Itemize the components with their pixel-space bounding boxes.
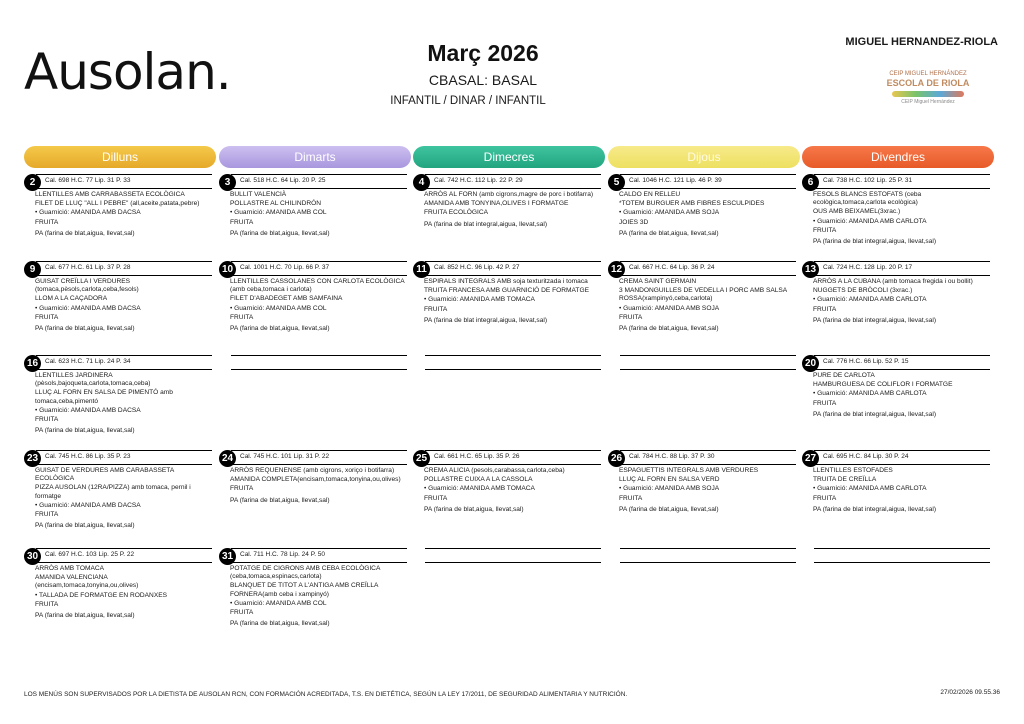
dish-item: PA (farina de blat,aigua, llevat,sal) — [35, 427, 135, 435]
page-title: Març 2026 — [427, 40, 539, 66]
cell-divider — [620, 355, 796, 356]
dish-item: • Guarnició: AMANIDA AMB CARLOTA — [813, 296, 927, 304]
nutrition-info: Cal. 784 H.C. 88 Lip. 37 P. 30 — [629, 453, 715, 460]
cell-divider — [231, 562, 407, 563]
dish-item: ARRÒS A LA CUBANA (amb tomaca fregida i ou bollit) — [813, 278, 973, 285]
dish-item: BULLIT VALENCIÀ — [230, 191, 287, 198]
cell-divider — [36, 174, 212, 175]
dish-item: ESPAGUETTIS INTEGRALS AMB VERDURES — [619, 467, 759, 474]
day-number: 4 — [413, 174, 430, 191]
cell-divider — [620, 275, 796, 276]
dish-item: GUISAT DE VERDURES AMB CARABASSETA ECOLÒGICA — [35, 467, 174, 483]
cell-divider — [620, 450, 796, 451]
dish-item: JOIES 3D — [619, 218, 649, 226]
cell-divider — [231, 355, 407, 356]
dish-item: PA (farina de blat,aigua, llevat,sal) — [619, 505, 719, 513]
dish-item: HAMBURGUESA DE COLIFLOR I FORMATGE — [813, 381, 953, 389]
service-label: INFANTIL / DINAR / INFANTIL — [390, 95, 546, 107]
dish-item: LLUÇ AL FORN EN SALSA DE PIMENTÓ amb tomaca,ceba,pimentó — [35, 389, 173, 405]
dish-list — [813, 467, 990, 515]
day-number: 16 — [24, 355, 41, 372]
nutrition-info: Cal. 623 H.C. 71 Lip. 24 P. 34 — [45, 358, 131, 365]
dish-item: PA (farina de blat integral,aigua, llevat,sal) — [813, 410, 937, 418]
dish-item: LLENTILLES AMB CARRABASSETA ECOLÒGICA — [35, 191, 185, 198]
nutrition-info: Cal. 852 H.C. 96 Lip. 42 P. 27 — [434, 264, 520, 271]
dish-item: PA (farina de blat integral,aigua, llevat,sal) — [813, 316, 937, 324]
dish-item: 3 MANDONGUILLES DE VEDELLA I PORC AMB SALSA ROSSA(xampinyó,ceba,carlota) — [619, 287, 787, 303]
dish-item: FILET DE LLUÇ "ALL I PEBRE" (all,aceite,patata,pebre) — [35, 200, 200, 208]
school-logo-line3: CEIP Miguel Hernández — [901, 99, 955, 105]
dish-item: FRUITA — [230, 218, 254, 226]
nutrition-info: Cal. 711 H.C. 78 Lip. 24 P. 50 — [240, 551, 326, 558]
dish-item: ARRÒS REQUENENSE (amb cigrons, xoriço i botifarra) — [230, 467, 395, 474]
empty-cell — [219, 355, 407, 441]
dish-list — [35, 278, 212, 334]
dish-list — [813, 278, 990, 326]
dish-item: BLANQUET DE TITOT A L'ANTIGA AMB CREÏLLA FORNERA(amb ceba i xampinyó) — [230, 582, 379, 598]
cell-divider — [231, 275, 407, 276]
day-number: 27 — [802, 450, 819, 467]
dish-item: PA (farina de blat,aigua, llevat,sal) — [424, 505, 524, 513]
cell-divider — [425, 450, 601, 451]
cell-divider — [814, 275, 990, 276]
day-number: 30 — [24, 548, 41, 565]
cell-divider — [36, 355, 212, 356]
cell-divider — [36, 562, 212, 563]
day-number: 25 — [413, 450, 430, 467]
menu-cell — [219, 261, 407, 347]
dish-item: • Guarnició: AMANIDA AMB SOJA — [619, 209, 720, 217]
nutrition-info: Cal. 776 H.C. 66 Lip. 52 P. 15 — [823, 358, 909, 365]
dish-item: FRUITA — [619, 313, 643, 321]
menu-cell — [802, 450, 990, 536]
cell-divider — [36, 369, 212, 370]
cell-divider — [231, 261, 407, 262]
nutrition-info: Cal. 745 H.C. 86 Lip. 35 P. 23 — [45, 453, 131, 460]
cell-divider — [36, 275, 212, 276]
cell-divider — [814, 464, 990, 465]
cell-divider — [231, 450, 407, 451]
cell-divider — [231, 188, 407, 189]
dish-item: LLENTILLES CASSOLANES CON CARLOTA ECOLÒGICA (amb ceba,tomaca i carlota) — [230, 278, 405, 294]
cell-divider — [814, 355, 990, 356]
day-number: 2 — [24, 174, 41, 191]
menu-cell — [608, 450, 796, 536]
dish-item: • Guarnició: AMANIDA AMB TOMACA — [424, 485, 535, 493]
cell-divider — [814, 562, 990, 563]
day-number: 23 — [24, 450, 41, 467]
day-number: 11 — [413, 261, 430, 278]
dish-item: • Guarnició: AMANIDA AMB SOJA — [619, 304, 720, 312]
empty-cell — [413, 355, 601, 441]
dish-item: CREMA ALICIA (pesols,carabassa,carlota,ceba) — [424, 467, 565, 474]
dish-item: FRUITA — [230, 609, 254, 617]
dish-list — [813, 191, 990, 247]
menu-cell — [413, 261, 601, 347]
nutrition-info: Cal. 695 H.C. 84 Lip. 30 P. 24 — [823, 453, 909, 460]
dish-item: • Guarnició: AMANIDA AMB DACSA — [35, 209, 141, 217]
dish-list — [424, 278, 601, 326]
dish-item: • TALLADA DE FORMATGE EN RODANXES — [35, 591, 168, 599]
dish-item: CALDO EN RELLEU — [619, 191, 681, 198]
dish-item: PA (farina de blat,aigua, llevat,sal) — [35, 229, 135, 237]
school-logo — [884, 70, 972, 112]
cell-divider — [36, 188, 212, 189]
dish-list — [35, 191, 212, 239]
dish-item: FRUITA — [813, 226, 837, 234]
menu-cell — [608, 174, 796, 260]
day-header-thursday: Dijous — [608, 146, 800, 168]
cell-divider — [425, 174, 601, 175]
dish-item: • Guarnició: AMANIDA AMB COL — [230, 209, 327, 217]
dish-item: FRUITA — [813, 399, 837, 407]
dish-item: PA (farina de blat,aigua, llevat,sal) — [619, 325, 719, 333]
cell-divider — [814, 174, 990, 175]
dish-item: LLENTILLES ESTOFADES — [813, 467, 893, 474]
dish-item: • Guarnició: AMANIDA AMB CARLOTA — [813, 217, 927, 225]
dish-item: LLOM A LA CAÇADORA — [35, 295, 108, 303]
dish-item: FRUITA — [424, 305, 448, 313]
dish-list — [35, 565, 212, 621]
menu-cell — [219, 174, 407, 260]
nutrition-info: Cal. 745 H.C. 101 Lip. 31 P. 22 — [240, 453, 330, 460]
dish-item: PA (farina de blat,aigua, llevat,sal) — [35, 522, 135, 530]
nutrition-info: Cal. 724 H.C. 128 Lip. 20 P. 17 — [823, 264, 913, 271]
dish-item: POTATGE DE CIGRONS AMB CEBA ECOLÒGICA (ceba,tomaca,espinacs,carlota) — [230, 565, 380, 581]
dish-item: PIZZA AUSOLAN (12RA/PIZZA) amb tomaca, pernil i formatge — [35, 484, 191, 500]
cell-divider — [36, 548, 212, 549]
dish-item: AMANIDA VALENCIANA (encisam,tomaca,tonyina,ou,olives) — [35, 574, 139, 590]
dish-list — [230, 467, 407, 506]
school-logo-line1: CEIP MIGUEL HERNÁNDEZ — [889, 71, 967, 77]
menu-type: CBASAL: BASAL — [428, 72, 538, 88]
menu-cell — [802, 261, 990, 347]
dish-item: • Guarnició: AMANIDA AMB DACSA — [35, 406, 141, 414]
cell-divider — [425, 355, 601, 356]
menu-cell — [24, 548, 212, 634]
dish-list — [424, 467, 601, 515]
dish-item: PA (farina de blat,aigua, llevat,sal) — [230, 496, 330, 504]
day-number: 26 — [608, 450, 625, 467]
cell-divider — [425, 369, 601, 370]
footer-disclaimer: LOS MENÚS SON SUPERVISADOS POR LA DIETISTA DE AUSOLAN RCN, CON FORMACIÓN ACREDITADA, T.S. EN DIETÉTICA, SEGÚN LA LEY 17/2011, DE SEGURIDAD ALIMENTARIA Y NUTRICIÓN. — [24, 691, 628, 698]
empty-cell — [413, 548, 601, 634]
menu-cell — [24, 450, 212, 536]
dish-item: FRUITA — [35, 218, 59, 226]
cell-divider — [814, 548, 990, 549]
dish-item: POLLASTRE AL CHILINDRÓN — [230, 200, 321, 208]
empty-cell — [608, 355, 796, 441]
menu-cell — [413, 450, 601, 536]
day-number: 13 — [802, 261, 819, 278]
day-number: 10 — [219, 261, 236, 278]
dish-item: FILET D'ABADEGET AMB SAMFAINA — [230, 295, 343, 303]
nutrition-info: Cal. 698 H.C. 77 Lip. 31 P. 33 — [45, 177, 131, 184]
cell-divider — [620, 261, 796, 262]
dish-item: CREMA SAINT GERMAIN — [619, 278, 697, 285]
dish-item: PA (farina de blat,aigua, llevat,sal) — [230, 325, 330, 333]
cell-divider — [814, 369, 990, 370]
dish-list — [35, 372, 212, 437]
dish-item: FESOLS BLANCS ESTOFATS (ceba ecològica,tomaca,carlota ecològica) — [813, 191, 922, 207]
dish-item: FRUITA — [424, 494, 448, 502]
dish-item: PA (farina de blat,aigua, llevat,sal) — [35, 325, 135, 333]
cell-divider — [36, 450, 212, 451]
dish-list — [230, 278, 407, 334]
menu-cell — [24, 355, 212, 441]
dish-item: FRUITA — [230, 313, 254, 321]
dish-item: PA (farina de blat,aigua, llevat,sal) — [230, 229, 330, 237]
footer-timestamp: 27/02/2026 09.55.36 — [940, 689, 1000, 696]
dish-item: TRUITA DE CREÏLLA — [813, 476, 877, 484]
menu-cell — [413, 174, 601, 260]
day-number: 31 — [219, 548, 236, 565]
dish-item: NUGGETS DE BRÒCOLI (3xrac.) — [813, 287, 913, 295]
dish-item: • Guarnició: AMANIDA AMB DACSA — [35, 501, 141, 509]
dish-item: FRUITA — [813, 305, 837, 313]
dish-item: GUISAT CREÏLLA I VERDURES (tomaca,pèsols,carlota,ceba,fesols) — [35, 278, 139, 294]
dish-item: PA (farina de blat integral,aigua, llevat,sal) — [813, 238, 937, 246]
dish-list — [619, 467, 796, 515]
dish-item: PURE DE CARLOTA — [813, 372, 875, 379]
dish-item: PA (farina de blat,aigua, llevat,sal) — [35, 612, 135, 620]
cell-divider — [231, 174, 407, 175]
dish-item: AMANIDA COMPLETA(encisam,tomaca,tonyina,ou,olives) — [230, 476, 401, 484]
dish-list — [230, 191, 407, 239]
cell-divider — [620, 369, 796, 370]
cell-divider — [36, 261, 212, 262]
day-header-tuesday: Dimarts — [219, 146, 411, 168]
dish-item: PA (farina de blat integral,aigua, llevat,sal) — [424, 316, 548, 324]
nutrition-info: Cal. 1001 H.C. 70 Lip. 66 P. 37 — [240, 264, 330, 271]
day-number: 20 — [802, 355, 819, 372]
cell-divider — [620, 464, 796, 465]
cell-divider — [814, 261, 990, 262]
cell-divider — [425, 275, 601, 276]
dish-item: FRUITA — [35, 511, 59, 519]
cell-divider — [231, 369, 407, 370]
nutrition-info: Cal. 738 H.C. 102 Lip. 25 P. 31 — [823, 177, 913, 184]
day-number: 9 — [24, 261, 41, 278]
nutrition-info: Cal. 667 H.C. 64 Lip. 36 P. 24 — [629, 264, 715, 271]
dish-item: OUS AMB BEIXAMEL(3xrac.) — [813, 208, 901, 216]
dish-item: AMANIDA AMB TONYINA,OLIVES I FORMATGE — [424, 200, 569, 208]
dish-list — [619, 191, 796, 239]
menu-cell — [219, 548, 407, 634]
dish-item: TRUITA FRANCESA AMB GUARNICIÓ DE FORMATGE — [424, 287, 589, 295]
ausolan-logo: Ausolan. — [24, 43, 231, 101]
cell-divider — [425, 188, 601, 189]
dish-item: FRUITA — [35, 416, 59, 424]
empty-cell — [802, 548, 990, 634]
dish-item: • Guarnició: AMANIDA AMB COL — [230, 599, 327, 607]
cell-divider — [620, 188, 796, 189]
dish-list — [230, 565, 407, 630]
dish-list — [619, 278, 796, 334]
nutrition-info: Cal. 661 H.C. 65 Lip. 35 P. 26 — [434, 453, 520, 460]
dish-item: ESPIRALS INTEGRALS AMB soja texturitzada i tomaca — [424, 278, 588, 285]
day-number: 6 — [802, 174, 819, 191]
dish-item: ARRÒS AL FORN (amb cigrons,magre de porc i botifarra) — [424, 191, 594, 198]
day-header-friday: Divendres — [802, 146, 994, 168]
dish-item: FRUITA — [230, 485, 254, 493]
day-header-wednesday: Dimecres — [413, 146, 605, 168]
school-logo-line2: ESCOLA DE RIOLA — [886, 78, 970, 88]
cell-divider — [814, 188, 990, 189]
cell-divider — [231, 464, 407, 465]
dish-item: ARRÒS AMB TOMACA — [35, 565, 105, 572]
cell-divider — [425, 464, 601, 465]
cell-divider — [231, 548, 407, 549]
dish-item: PA (farina de blat,aigua, llevat,sal) — [230, 620, 330, 628]
dish-item: • Guarnició: AMANIDA AMB COL — [230, 304, 327, 312]
nutrition-info: Cal. 742 H.C. 112 Lip. 22 P. 29 — [434, 177, 523, 184]
nutrition-info: Cal. 697 H.C. 103 Lip. 25 P. 22 — [45, 551, 135, 558]
dish-item: PA (farina de blat integral,aigua, llevat,sal) — [813, 505, 937, 513]
menu-cell — [24, 174, 212, 260]
school-name: MIGUEL HERNANDEZ-RIOLA — [845, 36, 998, 48]
dish-item: • Guarnició: AMANIDA AMB CARLOTA — [813, 485, 927, 493]
nutrition-info: Cal. 1046 H.C. 121 Lip. 46 P. 39 — [629, 177, 722, 184]
cell-divider — [620, 562, 796, 563]
dish-item: FRUITA ECOLÒGICA — [424, 209, 488, 217]
day-header-monday: Dilluns — [24, 146, 216, 168]
dish-list — [813, 372, 990, 420]
dish-item: FRUITA — [813, 494, 837, 502]
menu-cell — [802, 355, 990, 441]
cell-divider — [36, 464, 212, 465]
dish-item: • Guarnició: AMANIDA AMB DACSA — [35, 304, 141, 312]
menu-cell — [24, 261, 212, 347]
menu-cell — [608, 261, 796, 347]
dish-item: PA (farina de blat integral,aigua, llevat,sal) — [424, 220, 548, 228]
cell-divider — [620, 548, 796, 549]
day-number: 12 — [608, 261, 625, 278]
cell-divider — [425, 261, 601, 262]
dish-item: • Guarnició: AMANIDA AMB SOJA — [619, 485, 720, 493]
school-logo-stripe — [892, 91, 964, 97]
dish-item: *TOTEM BURGUER AMB FIBRES ESCULPIDES — [619, 200, 765, 208]
dish-item: POLLASTRE CUIXA A LA CASSOLA — [424, 476, 533, 484]
empty-cell — [608, 548, 796, 634]
day-number: 24 — [219, 450, 236, 467]
cell-divider — [425, 562, 601, 563]
day-number: 5 — [608, 174, 625, 191]
dish-item: LLUÇ AL FORN EN SALSA VERD — [619, 476, 720, 484]
nutrition-info: Cal. 518 H.C. 64 Lip. 20 P. 25 — [240, 177, 326, 184]
cell-divider — [425, 548, 601, 549]
nutrition-info: Cal. 677 H.C. 61 Lip. 37 P. 28 — [45, 264, 131, 271]
menu-cell — [802, 174, 990, 260]
dish-list — [424, 191, 601, 230]
dish-item: LLENTILLES JARDINERA (pèsols,bajoqueta,carlota,tomaca,ceba) — [35, 372, 151, 388]
dish-item: • Guarnició: AMANIDA AMB TOMACA — [424, 296, 535, 304]
dish-list — [35, 467, 212, 532]
dish-item: FRUITA — [35, 313, 59, 321]
cell-divider — [814, 450, 990, 451]
dish-item: • Guarnició: AMANIDA AMB CARLOTA — [813, 390, 927, 398]
cell-divider — [620, 174, 796, 175]
dish-item: FRUITA — [619, 494, 643, 502]
menu-cell — [219, 450, 407, 536]
dish-item: PA (farina de blat,aigua, llevat,sal) — [619, 229, 719, 237]
day-number: 3 — [219, 174, 236, 191]
dish-item: FRUITA — [35, 600, 59, 608]
